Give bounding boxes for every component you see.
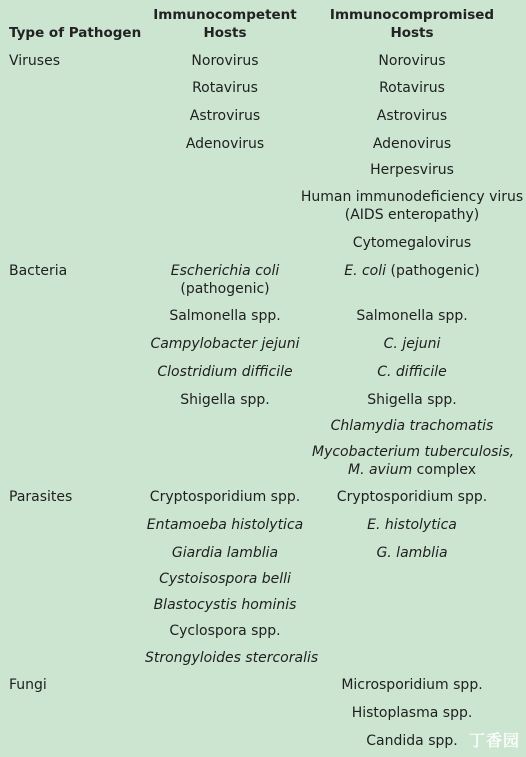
- bacteria-compromised-item: [312, 262, 512, 280]
- bacteria-compromised-item: [312, 461, 512, 479]
- category-parasites: Parasites: [9, 489, 73, 505]
- bacteria-compromised-mavium-note: complex: [412, 462, 477, 478]
- header-immunocompromised-line1: Immunocompromised: [329, 7, 495, 23]
- category-fungi: Fungi: [9, 677, 47, 693]
- header-immunocompetent-line2: Hosts: [203, 25, 247, 41]
- category-viruses: Viruses: [9, 53, 60, 69]
- virus-compromised-item: Rotavirus: [379, 80, 445, 96]
- fungi-compromised-item: Histoplasma spp.: [351, 705, 473, 721]
- bacteria-competent-item: Shigella spp.: [180, 392, 270, 408]
- virus-competent-item: Astrovirus: [189, 108, 261, 124]
- bacteria-competent-item: Salmonella spp.: [169, 308, 281, 324]
- header-type-of-pathogen: Type of Pathogen: [9, 25, 142, 41]
- virus-compromised-item: Adenovirus: [372, 136, 452, 152]
- parasite-competent-item: Cyclospora spp.: [169, 623, 281, 639]
- bacteria-compromised-item: Salmonella spp.: [356, 308, 468, 324]
- parasite-competent-item: Cryptosporidium spp.: [149, 489, 301, 505]
- virus-compromised-item: Human immunodeficiency virus: [300, 189, 524, 205]
- bacteria-competent-item: (pathogenic): [180, 281, 270, 297]
- parasite-competent-item: Strongyloides stercoralis: [145, 650, 319, 666]
- bacteria-compromised-item: Mycobacterium tuberculosis,: [312, 444, 515, 460]
- virus-compromised-item: Norovirus: [378, 53, 446, 69]
- virus-compromised-item: Cytomegalovirus: [352, 235, 472, 251]
- category-bacteria: Bacteria: [9, 263, 68, 279]
- parasite-competent-item: Giardia lamblia: [171, 545, 279, 561]
- header-immunocompromised-line2: Hosts: [390, 25, 434, 41]
- virus-competent-item: Norovirus: [191, 53, 259, 69]
- header-immunocompetent: [145, 6, 305, 42]
- bacteria-competent-item: Escherichia coli: [170, 263, 280, 279]
- header-immunocompetent-line1: Immunocompetent: [153, 7, 297, 23]
- parasite-compromised-item: G. lamblia: [376, 545, 448, 561]
- virus-compromised-item: Herpesvirus: [370, 162, 454, 178]
- watermark-logo: 丁香园: [468, 731, 520, 750]
- virus-compromised-item: Astrovirus: [376, 108, 448, 124]
- bacteria-compromised-item: C. difficile: [377, 364, 447, 380]
- parasite-competent-item: Entamoeba histolytica: [146, 517, 304, 533]
- fungi-compromised-item: Candida spp.: [366, 733, 458, 749]
- header-immunocompromised: [312, 6, 512, 42]
- bacteria-competent-item: Clostridium difficile: [157, 364, 293, 380]
- virus-competent-item: Rotavirus: [192, 80, 258, 96]
- bacteria-compromised-item: C. jejuni: [383, 336, 441, 352]
- virus-compromised-item: (AIDS enteropathy): [344, 207, 480, 223]
- parasite-competent-item: Cystoisospora belli: [159, 571, 291, 587]
- bacteria-compromised-item: Shigella spp.: [367, 392, 457, 408]
- virus-competent-item: Adenovirus: [185, 136, 265, 152]
- bacteria-compromised-ecoli-note: (pathogenic): [386, 263, 480, 279]
- bacteria-competent-item: Campylobacter jejuni: [150, 336, 300, 352]
- parasite-compromised-item: Cryptosporidium spp.: [336, 489, 488, 505]
- bacteria-compromised-item: Chlamydia trachomatis: [330, 418, 494, 434]
- bacteria-compromised-mavium: M. avium: [347, 462, 413, 478]
- bacteria-compromised-ecoli: E. coli: [344, 263, 387, 279]
- parasite-competent-item: Blastocystis hominis: [153, 597, 297, 613]
- parasite-compromised-item: E. histolytica: [367, 517, 457, 533]
- fungi-compromised-item: Microsporidium spp.: [341, 677, 483, 693]
